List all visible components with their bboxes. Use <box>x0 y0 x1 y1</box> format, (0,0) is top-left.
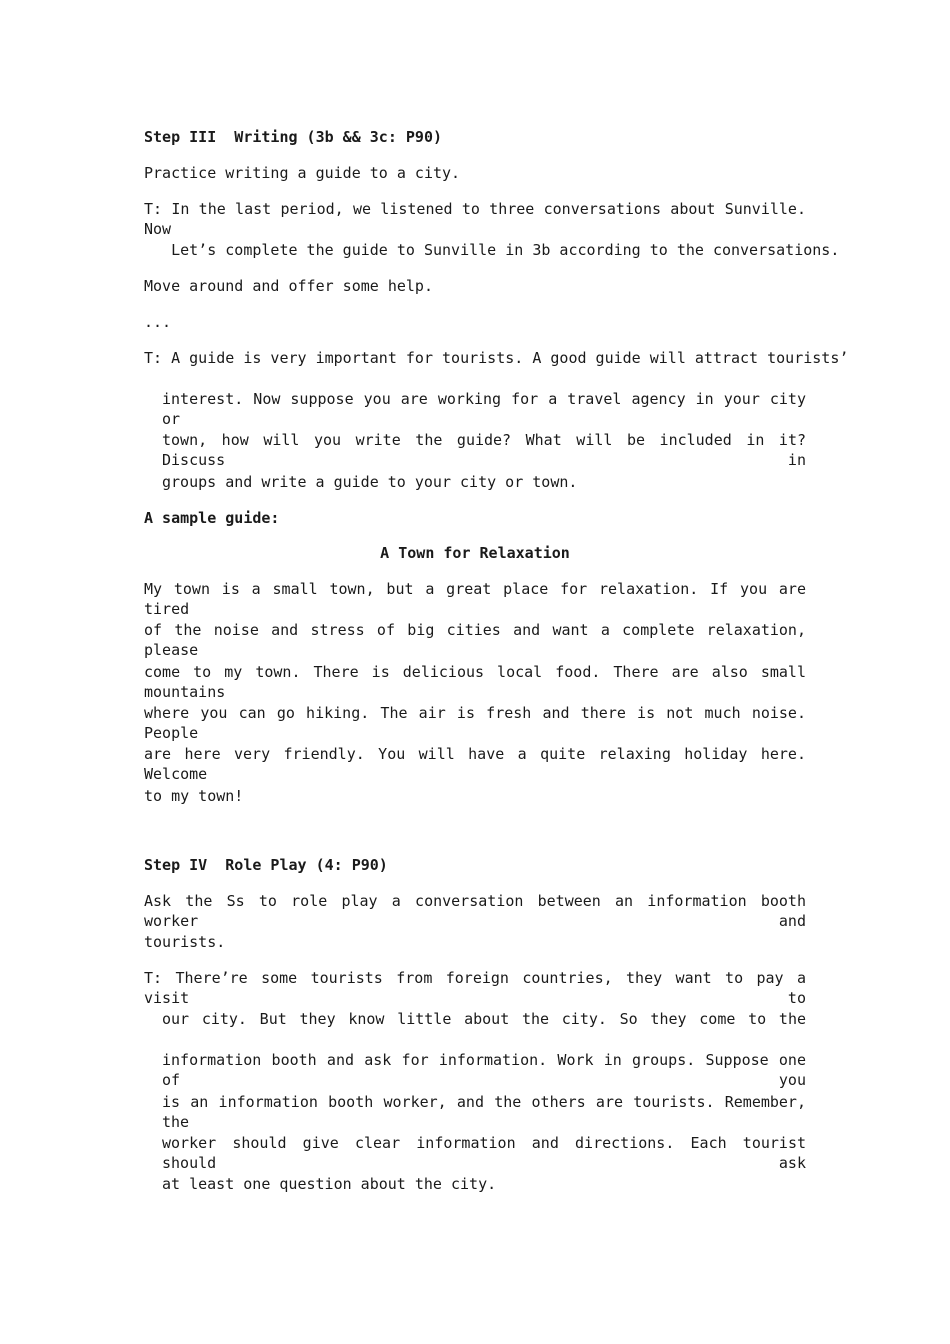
step4-teacher-line-1: T: There’re some tourists from foreign countries, they want to pay a visit to <box>144 969 806 1007</box>
step4-teacher-line-4: is an information booth worker, and the others are tourists. Remember, the <box>162 1093 806 1131</box>
teacher-line-2: Let’s complete the guide to Sunville in 3b according to the conversations. <box>144 241 840 259</box>
teacher-guide-line-2: interest. Now suppose you are working for a travel agency in your city or <box>162 390 806 428</box>
step4-instruction-line-1: Ask the Ss to role play a conversation between an information booth worker and <box>144 892 806 930</box>
step4-teacher-line-3: information booth and ask for information. Work in groups. Suppose one of you <box>162 1051 806 1089</box>
sample-body-line-6: to my town! <box>144 787 244 805</box>
sample-body-line-5: are here very friendly. You will have a quite relaxing holiday here. Welcome <box>144 745 806 783</box>
step4-teacher-line-5: worker should give clear information and directions. Each tourist should ask <box>162 1134 806 1172</box>
sample-guide-title: A Town for Relaxation <box>380 544 570 562</box>
teacher-guide-line-1: T: A guide is very important for tourists. A good guide will attract tourists’ <box>144 349 849 367</box>
teacher-line-1: T: In the last period, we listened to three conversations about Sunville. Now <box>144 200 806 238</box>
teacher-guide-line-3: town, how will you write the guide? What will be included in it? Discuss in <box>162 431 806 469</box>
teacher-line-3: Move around and offer some help. <box>144 277 433 295</box>
step4-heading: Step IV Role Play (4: P90) <box>144 856 388 874</box>
step4-teacher-line-6: at least one question about the city. <box>162 1175 497 1193</box>
sample-body-line-1: My town is a small town, but a great place for relaxation. If you are tired <box>144 580 806 618</box>
ellipsis: ... <box>144 313 172 331</box>
step3-instruction: Practice writing a guide to a city. <box>144 164 461 182</box>
sample-body-line-4: where you can go hiking. The air is fresh and there is not much noise. People <box>144 704 806 742</box>
step4-teacher-line-2: our city. But they know little about the city. So they come to the <box>162 1010 806 1028</box>
step3-heading: Step III Writing (3b && 3c: P90) <box>144 128 443 146</box>
sample-guide-label: A sample guide: <box>144 509 280 527</box>
teacher-guide-line-4: groups and write a guide to your city or town. <box>162 473 578 491</box>
sample-body-line-2: of the noise and stress of big cities and want a complete relaxation, please <box>144 621 806 659</box>
sample-body-line-3: come to my town. There is delicious local food. There are also small mountains <box>144 663 806 701</box>
step4-instruction-line-2: tourists. <box>144 933 226 951</box>
